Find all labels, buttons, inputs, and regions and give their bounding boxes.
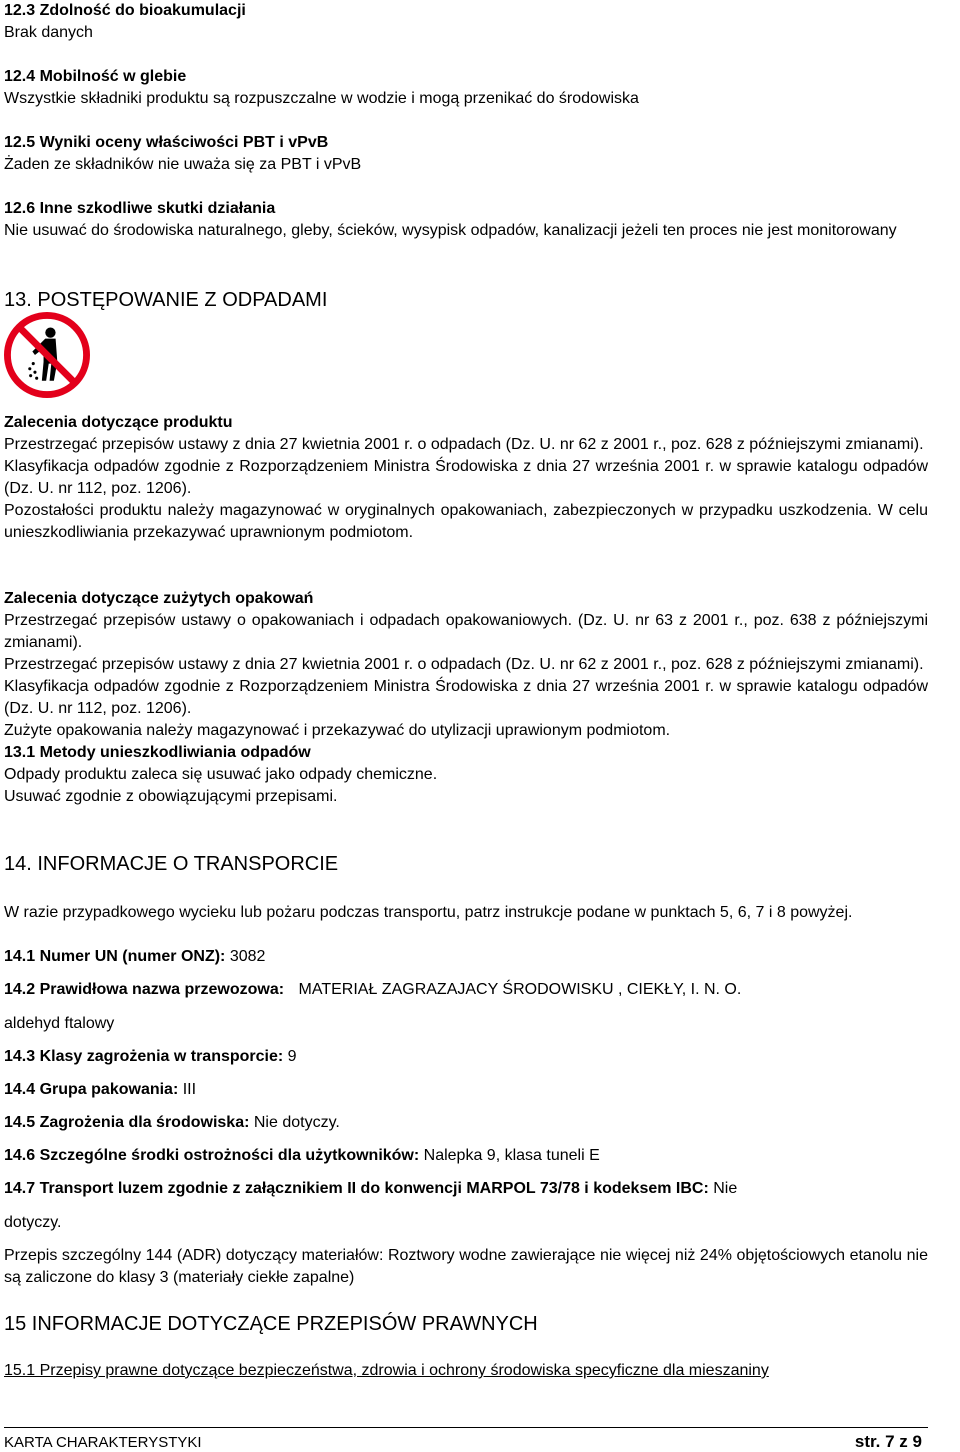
section-text: Nie usuwać do środowiska naturalnego, gleby, ścieków, wysypisk odpadów, kanalizacji jeżeli ten proces nie jest monitorowany (4, 222, 897, 239)
paragraph: Przestrzegać przepisów ustawy o opakowaniach i odpadach opakowaniowych. (Dz. U. nr 63 z 2001 r., poz. 638 z późniejszymi zmianami). (4, 612, 928, 651)
section-13-packaging (4, 588, 928, 808)
transport-special-provision: Przepis szczególny 144 (ADR) dotyczący materiałów: Roztwory wodne zawierające nie więcej niż 24% objętościowych etanolu nie są zaliczone do klasy 3 (materiały ciekłe zapalne) (4, 1247, 928, 1286)
paragraph: Odpady produktu zaleca się usuwać jako odpady chemiczne. (4, 766, 438, 783)
transport-un-number (4, 946, 928, 968)
field-value: III (178, 1081, 197, 1098)
section-14-intro: W razie przypadkowego wycieku lub pożaru podczas transportu, patrz instrukcje podane w punktach 5, 6, 7 i 8 powyżej. (4, 904, 853, 921)
field-label: 14.6 Szczególne środki ostrożności dla użytkowników: (4, 1147, 420, 1164)
field-value: 3082 (225, 948, 266, 965)
paragraph: Przestrzegać przepisów ustawy z dnia 27 kwietnia 2001 r. o odpadach (Dz. U. nr 62 z 2001 r., poz. 628 z późniejszymi zmianami). (4, 656, 924, 673)
section-12-5 (4, 132, 928, 176)
footer-divider (4, 1427, 928, 1428)
paragraph: Klasyfikacja odpadów zgodnie z Rozporządzeniem Ministra Środowiska z dnia 27 września 2001 r. w sprawie katalogu odpadów (Dz. U. nr 112, poz. 1206). (4, 678, 928, 717)
field-value: Nie (708, 1180, 738, 1197)
field-label: 14.4 Grupa pakowania: (4, 1081, 179, 1098)
transport-hazard-class (4, 1046, 928, 1068)
transport-bulk-cont: dotyczy. (4, 1214, 62, 1231)
section-13-product (4, 412, 928, 544)
transport-special-precautions (4, 1145, 928, 1167)
footer-page-number: str. 7 z 9 (854, 1432, 922, 1451)
field-label: 14.1 Numer UN (numer ONZ): (4, 948, 226, 965)
section-13-heading: 13. POSTĘPOWANIE Z ODPADAMI (4, 289, 328, 311)
section-12-4 (4, 66, 928, 110)
subsection-heading: 13.1 Metody unieszkodliwiania odpadów (4, 744, 311, 761)
subsection-heading: Zalecenia dotyczące produktu (4, 414, 233, 431)
section-12-3 (4, 0, 928, 44)
paragraph: Usuwać zgodnie z obowiązującymi przepisami. (4, 788, 338, 805)
subsection-heading: Zalecenia dotyczące zużytych opakowań (4, 590, 314, 607)
section-12-6 (4, 198, 928, 242)
section-text: Brak danych (4, 24, 93, 41)
section-text: Wszystkie składniki produktu są rozpuszczalne w wodzie i mogą przenikać do środowiska (4, 90, 639, 107)
field-label: 14.5 Zagrożenia dla środowiska: (4, 1114, 250, 1131)
section-heading: 12.4 Mobilność w glebie (4, 68, 187, 85)
field-label: 14.2 Prawidłowa nazwa przewozowa: (4, 981, 285, 998)
transport-packing-group (4, 1079, 928, 1101)
transport-shipping-name (4, 979, 928, 1001)
paragraph: Przestrzegać przepisów ustawy z dnia 27 kwietnia 2001 r. o odpadach (Dz. U. nr 62 z 2001 r., poz. 628 z późniejszymi zmianami). (4, 436, 924, 453)
paragraph: Pozostałości produktu należy magazynować w oryginalnych opakowaniach, zabezpieczonych w przypadku uszkodzenia. W celu unieszkodliwiania przekazywać uprawnionym podmiotom. (4, 502, 928, 541)
field-value: MATERIAŁ ZAGRAZAJACY ŚRODOWISKU , CIEKŁY, I. N. O. (298, 981, 742, 998)
section-15-1-link: 15.1 Przepisy prawne dotyczące bezpieczeństwa, zdrowia i ochrony środowiska specyficzne dla mieszaniny (4, 1362, 769, 1379)
no-littering-sign-icon (4, 312, 90, 398)
section-14-heading: 14. INFORMACJE O TRANSPORCIE (4, 853, 339, 875)
section-heading: 12.3 Zdolność do bioakumulacji (4, 2, 246, 19)
footer-document-title: KARTA CHARAKTERYSTYKI (4, 1434, 202, 1451)
transport-env-hazards (4, 1112, 928, 1134)
field-label: 14.3 Klasy zagrożenia w transporcie: (4, 1048, 284, 1065)
transport-shipping-name-cont: aldehyd ftalowy (4, 1015, 115, 1032)
paragraph: Klasyfikacja odpadów zgodnie z Rozporządzeniem Ministra Środowiska z dnia 27 września 2001 r. w sprawie katalogu odpadów (Dz. U. nr 112, poz. 1206). (4, 458, 928, 497)
field-value: 9 (283, 1048, 297, 1065)
transport-bulk (4, 1178, 928, 1200)
section-heading: 12.5 Wyniki oceny właściwości PBT i vPvB (4, 134, 329, 151)
paragraph: Zużyte opakowania należy magazynować i przekazywać do utylizacji uprawionym podmiotom. (4, 722, 671, 739)
field-label: 14.7 Transport luzem zgodnie z załącznikiem II do konwencji MARPOL 73/78 i kodeksem IBC: (4, 1180, 709, 1197)
section-heading: 12.6 Inne szkodliwe skutki działania (4, 200, 276, 217)
section-15-heading: 15 INFORMACJE DOTYCZĄCE PRZEPISÓW PRAWNYCH (4, 1313, 538, 1335)
field-value: Nalepka 9, klasa tuneli E (419, 1147, 600, 1164)
section-text: Żaden ze składników nie uważa się za PBT i vPvB (4, 156, 362, 173)
field-value: Nie dotyczy. (249, 1114, 340, 1131)
